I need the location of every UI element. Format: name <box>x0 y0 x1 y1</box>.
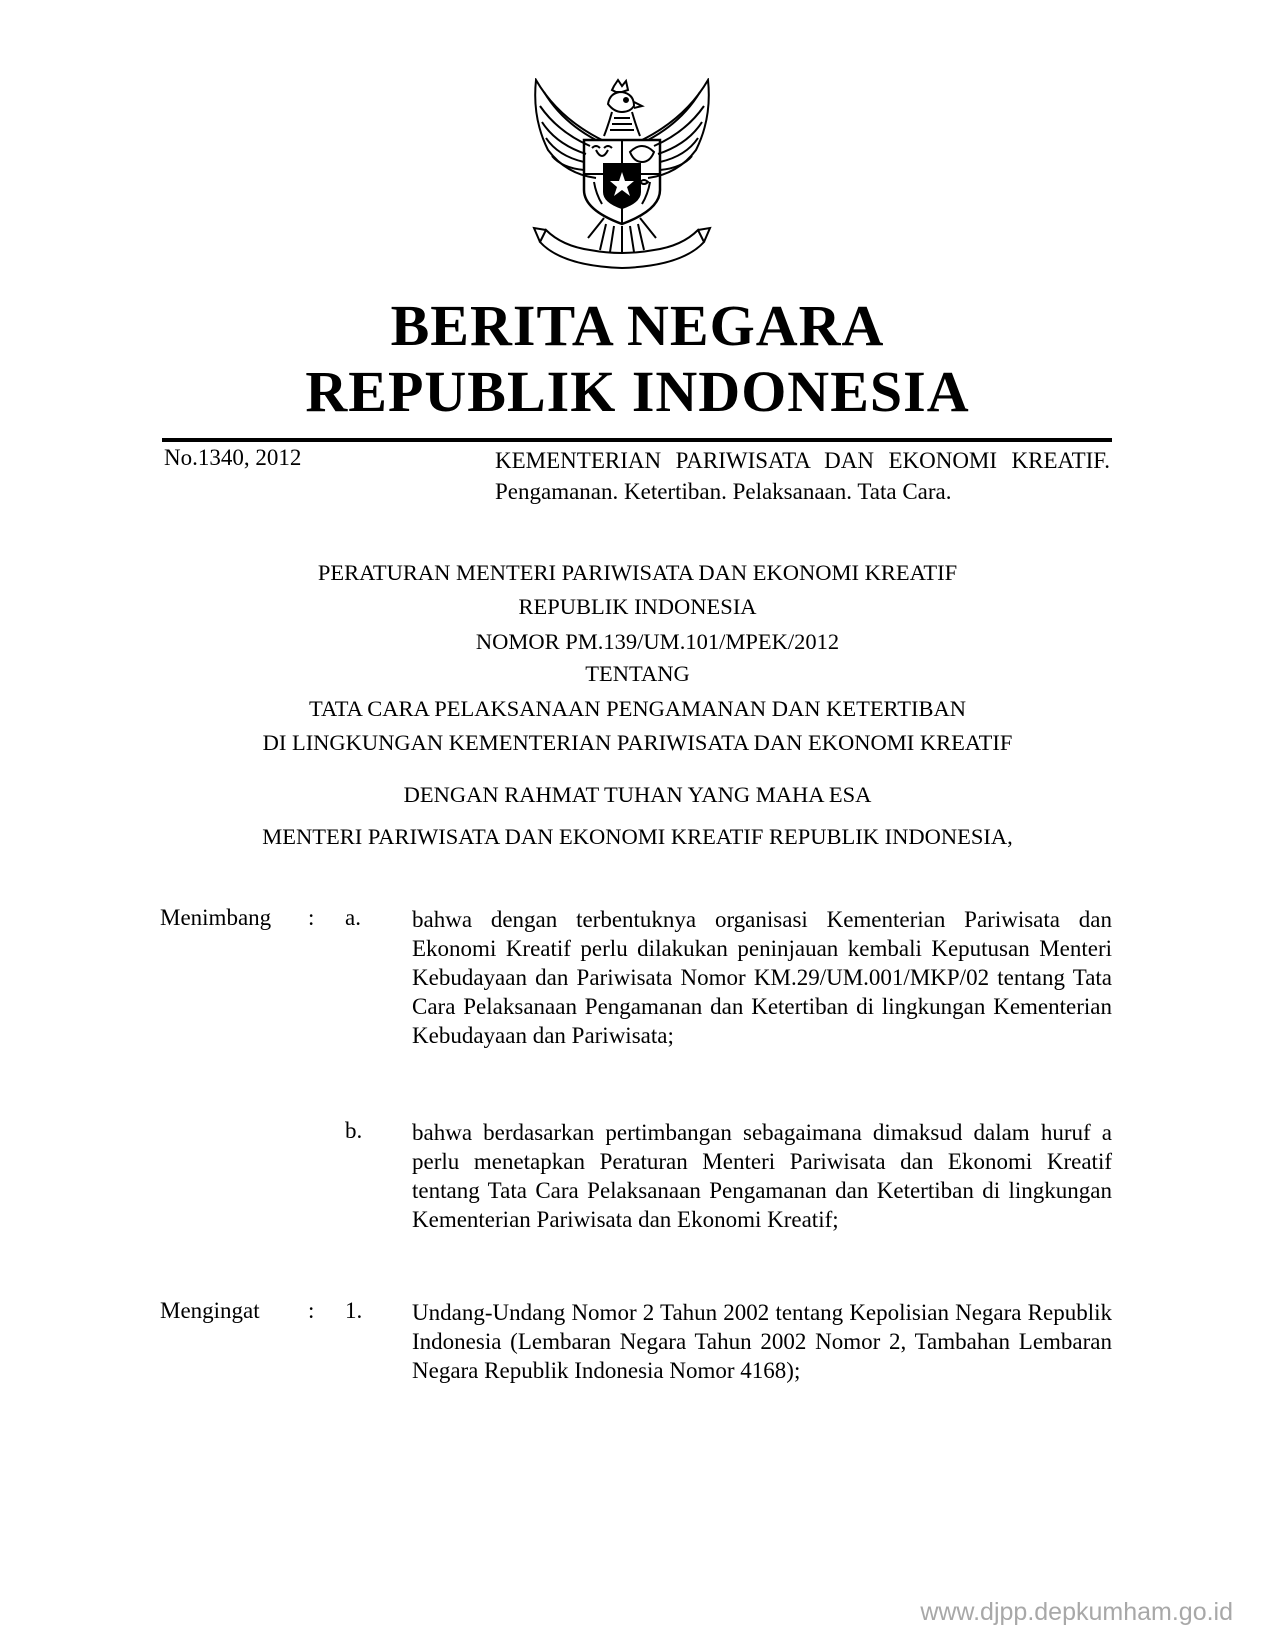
regulation-title-line-2: REPUBLIK INDONESIA <box>518 594 757 619</box>
masthead-divider <box>162 438 1112 442</box>
garuda-emblem-icon <box>518 78 726 276</box>
mengingat-item-marker: 1. <box>345 1298 363 1323</box>
source-watermark: www.djpp.depkumham.go.id <box>920 1598 1233 1626</box>
regulation-number: NOMOR PM.139/UM.101/MPEK/2012 <box>475 629 840 654</box>
menimbang-item-text: bahwa dengan terbentuknya organisasi Kementerian Pariwisata dan Ekonomi Kreatif perlu dilakukan peninjauan kembali Keputusan Menteri Kebudayaan dan Pariwisata Nomor KM.29/UM.001/MKP/02 tentang Tata Cara Pelaksanaan Pengamanan dan Ketertiban di lingkungan Kementerian Kebudayaan dan Pariwisata; <box>412 907 1112 1048</box>
regulation-title-line-1: PERATURAN MENTERI PARIWISATA DAN EKONOMI KREATIF <box>317 560 958 585</box>
menimbang-colon: : <box>308 905 315 930</box>
preamble-minister: MENTERI PARIWISATA DAN EKONOMI KREATIF REPUBLIK INDONESIA, <box>262 824 1013 849</box>
mengingat-label: Mengingat <box>160 1298 260 1323</box>
mengingat-item-text: Undang-Undang Nomor 2 Tahun 2002 tentang Kepolisian Negara Republik Indonesia (Lembaran Negara Tahun 2002 Nomor 2, Tambahan Lembaran Negara Republik Indonesia Nomor 4168); <box>412 1300 1112 1383</box>
masthead-subtitle: REPUBLIK INDONESIA <box>305 359 970 424</box>
menimbang-label: Menimbang <box>160 905 272 930</box>
mengingat-colon: : <box>308 1298 315 1323</box>
gazette-number: No.1340, 2012 <box>164 445 302 470</box>
preamble-blessing: DENGAN RAHMAT TUHAN YANG MAHA ESA <box>403 782 872 807</box>
regulation-subject-line-1: TATA CARA PELAKSANAAN PENGAMANAN DAN KETERTIBAN <box>309 696 966 721</box>
regulation-about: TENTANG <box>585 661 690 686</box>
menimbang-item-text: bahwa berdasarkan pertimbangan sebagaimana dimaksud dalam huruf a perlu menetapkan Peraturan Menteri Pariwisata dan Ekonomi Kreatif tentang Tata Cara Pelaksanaan Pengamanan dan Ketertiban di lingkungan Kementerian Pariwisata dan Ekonomi Kreatif; <box>412 1120 1112 1232</box>
menimbang-item-marker: b. <box>345 1118 363 1143</box>
menimbang-item-marker: a. <box>345 905 361 930</box>
gazette-subject: KEMENTERIAN PARIWISATA DAN EKONOMI KREATIF. Pengamanan. Ketertiban. Pelaksanaan. Tata Cara. <box>495 448 1110 504</box>
regulation-subject-line-2: DI LINGKUNGAN KEMENTERIAN PARIWISATA DAN EKONOMI KREATIF <box>262 730 1013 755</box>
masthead-title: BERITA NEGARA <box>390 293 885 358</box>
